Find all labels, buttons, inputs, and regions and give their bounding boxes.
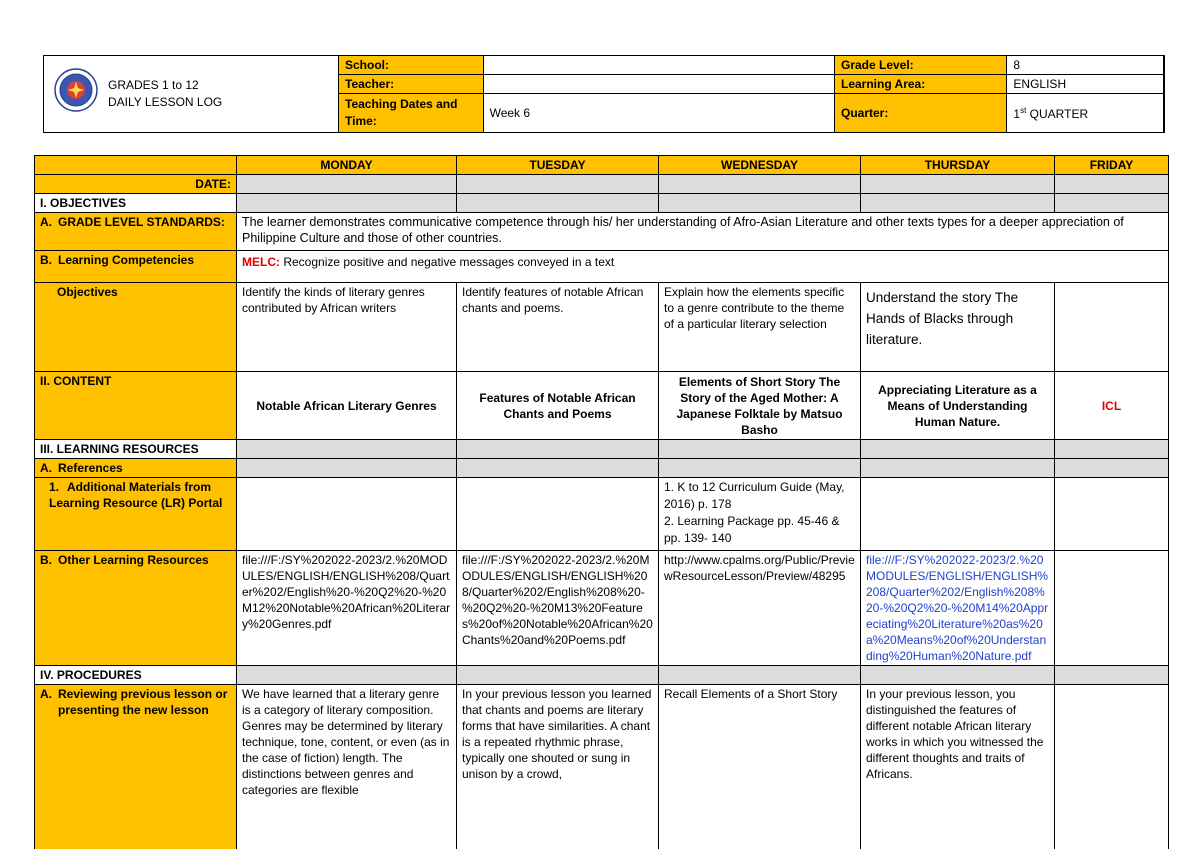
content-friday: ICL (1055, 372, 1169, 440)
lesson-log-header (43, 55, 1165, 133)
shaded-cell (237, 194, 457, 213)
additional-wednesday: 1. K to 12 Curriculum Guide (May, 2016) p. 178 2. Learning Package pp. 45-46 & pp. 139- 140 (659, 478, 861, 551)
additional-tuesday (457, 478, 659, 551)
objectives-label: Objectives (35, 283, 237, 372)
learning-competencies-text: Learning Competencies (58, 253, 195, 267)
procedures-section-row (35, 666, 1169, 685)
days-header-blank (35, 156, 237, 175)
other-resources-row (35, 551, 1169, 666)
objective-monday: Identify the kinds of literary genres contributed by African writers (237, 283, 457, 372)
content-thursday: Appreciating Literature as a Means of Understanding Human Nature. (861, 372, 1055, 440)
shaded-cell (861, 440, 1055, 459)
date-monday[interactable] (237, 175, 457, 194)
content-row (35, 372, 1169, 440)
quarter-suffix: st (1020, 105, 1027, 115)
melc-text: Recognize positive and negative messages conveyed in a text (280, 255, 615, 269)
date-thursday[interactable] (861, 175, 1055, 194)
review-lesson-row (35, 685, 1169, 849)
procedures-heading: IV. PROCEDURES (35, 666, 237, 685)
grade-level-label: Grade Level: (834, 56, 1006, 75)
melc-statement (237, 251, 1169, 283)
shaded-cell (237, 440, 457, 459)
shaded-cell (1055, 194, 1169, 213)
shaded-cell (457, 666, 659, 685)
teaching-dates-label: Teaching Dates and Time: (339, 94, 484, 133)
shaded-cell (659, 666, 861, 685)
shaded-cell (861, 194, 1055, 213)
shaded-cell (457, 440, 659, 459)
additional-materials-text: Additional Materials from Learning Resource (LR) Portal (49, 480, 223, 510)
shaded-cell (1055, 440, 1169, 459)
item-number: A. (40, 461, 52, 475)
additional-monday (237, 478, 457, 551)
objectives-heading: I. OBJECTIVES (35, 194, 237, 213)
quarter-label: Quarter: (834, 94, 1006, 133)
deped-seal-icon (54, 68, 98, 112)
shaded-cell (861, 459, 1055, 478)
content-wednesday: Elements of Short Story The Story of the Aged Mother: A Japanese Folktale by Matsuo Basho (659, 372, 861, 440)
objective-wednesday: Explain how the elements specific to a genre contribute to the theme of a particular literary selection (659, 283, 861, 372)
quarter-number: 1 (1013, 106, 1021, 121)
other-resource-link-thursday[interactable]: file:///F:/SY%202022-2023/2.%20MODULES/ENGLISH/ENGLISH%208/Quarter%202/English%208%20-%20Q2%20-%20M14%20Appreciating%20Literature%20as%20a%20Means%20of%20Understanding%20Human%20Nature.pdf (861, 551, 1055, 666)
resources-heading: III. LEARNING RESOURCES (35, 440, 237, 459)
date-friday[interactable] (1055, 175, 1169, 194)
quarter-value[interactable] (1007, 94, 1164, 133)
grade-standards-label (35, 213, 237, 251)
melc-prefix: MELC: (242, 255, 280, 269)
grade-standards-row (35, 213, 1169, 251)
header-info-table (338, 55, 1164, 133)
review-thursday: In your previous lesson, you distinguished the features of different notable African literary works in which you witnessed the different thoughts and traits of Africans. (861, 685, 1055, 849)
content-tuesday: Features of Notable African Chants and Poems (457, 372, 659, 440)
other-resources-label (35, 551, 237, 666)
teaching-dates-value[interactable]: Week 6 (483, 94, 834, 133)
objectives-section-row (35, 194, 1169, 213)
item-number: B. (40, 253, 52, 267)
objective-tuesday: Identify features of notable African chants and poems. (457, 283, 659, 372)
teacher-label: Teacher: (339, 75, 484, 94)
date-label: DATE: (35, 175, 237, 194)
item-number: A. (40, 687, 52, 701)
review-monday: We have learned that a literary genre is a category of literary composition. Genres may be determined by literary technique, tone, content, or even (as in the case of fiction) length. The distinctions between genres and categories are flexible (237, 685, 457, 849)
additional-thursday (861, 478, 1055, 551)
day-wednesday: WEDNESDAY (659, 156, 861, 175)
daily-lesson-log-table (34, 155, 1169, 849)
day-friday: FRIDAY (1055, 156, 1169, 175)
day-monday: MONDAY (237, 156, 457, 175)
shaded-cell (1055, 666, 1169, 685)
learning-area-value[interactable]: ENGLISH (1007, 75, 1164, 94)
other-resource-link-monday[interactable]: file:///F:/SY%202022-2023/2.%20MODULES/ENGLISH/ENGLISH%208/Quarter%202/English%20-%20Q2%20-%20M12%20Notable%20African%20Literary%20Genres.pdf (237, 551, 457, 666)
additional-friday (1055, 478, 1169, 551)
teacher-value[interactable] (483, 75, 834, 94)
additional-materials-row (35, 478, 1169, 551)
grade-standards-value: The learner demonstrates communicative competence through his/ her understanding of Afro-Asian Literature and other texts types for a deeper appreciation of Philippine Culture and those of other countries. (237, 213, 1169, 251)
objective-thursday: Understand the story The Hands of Blacks through literature. (861, 283, 1055, 372)
shaded-cell (457, 194, 659, 213)
day-thursday: THURSDAY (861, 156, 1055, 175)
grade-standards-text: GRADE LEVEL STANDARDS: (58, 215, 225, 229)
review-wednesday: Recall Elements of a Short Story (659, 685, 861, 849)
review-lesson-text: Reviewing previous lesson or presenting the new lesson (58, 687, 228, 717)
item-number: B. (40, 553, 52, 567)
shaded-cell (659, 440, 861, 459)
objectives-row (35, 283, 1169, 372)
other-resource-link-tuesday[interactable]: file:///F:/SY%202022-2023/2.%20MODULES/ENGLISH/ENGLISH%208/Quarter%202/English%208%20-%20Q2%20-%20M13%20Features%20of%20Notable%20African%20Chants%20and%20Poems.pdf (457, 551, 659, 666)
title-line-1: GRADES 1 to 12 (108, 78, 199, 92)
shaded-cell (237, 666, 457, 685)
learning-area-label: Learning Area: (834, 75, 1006, 94)
date-tuesday[interactable] (457, 175, 659, 194)
other-resource-link-wednesday[interactable]: http://www.cpalms.org/Public/PreviewResourceLesson/Preview/48295 (659, 551, 861, 666)
day-tuesday: TUESDAY (457, 156, 659, 175)
references-label (35, 459, 237, 478)
school-value[interactable] (483, 56, 834, 75)
review-lesson-label (35, 685, 237, 849)
title-line-2: DAILY LESSON LOG (108, 95, 223, 109)
shaded-cell (659, 194, 861, 213)
date-row (35, 175, 1169, 194)
shaded-cell (659, 459, 861, 478)
shaded-cell (1055, 459, 1169, 478)
content-monday: Notable African Literary Genres (237, 372, 457, 440)
other-resources-text: Other Learning Resources (58, 553, 209, 567)
review-tuesday: In your previous lesson you learned that chants and poems are literary forms that have similarities. A chant is a repeated rhythmic phrase, typically one shouted or sung in unison by a crowd, (457, 685, 659, 849)
date-wednesday[interactable] (659, 175, 861, 194)
other-resource-friday (1055, 551, 1169, 666)
learning-competencies-row (35, 251, 1169, 283)
objective-friday (1055, 283, 1169, 372)
quarter-text: QUARTER (1026, 106, 1089, 121)
school-label: School: (339, 56, 484, 75)
item-number: 1. (49, 480, 60, 494)
shaded-cell (861, 666, 1055, 685)
item-number: A. (40, 215, 52, 229)
content-heading: II. CONTENT (35, 372, 237, 440)
learning-competencies-label (35, 251, 237, 283)
days-header-row (35, 156, 1169, 175)
references-row (35, 459, 1169, 478)
additional-materials-label (35, 478, 237, 551)
grade-level-value[interactable]: 8 (1007, 56, 1164, 75)
lesson-log-title (108, 77, 222, 111)
resources-section-row (35, 440, 1169, 459)
shaded-cell (237, 459, 457, 478)
review-friday (1055, 685, 1169, 849)
references-text: References (58, 461, 123, 475)
shaded-cell (457, 459, 659, 478)
